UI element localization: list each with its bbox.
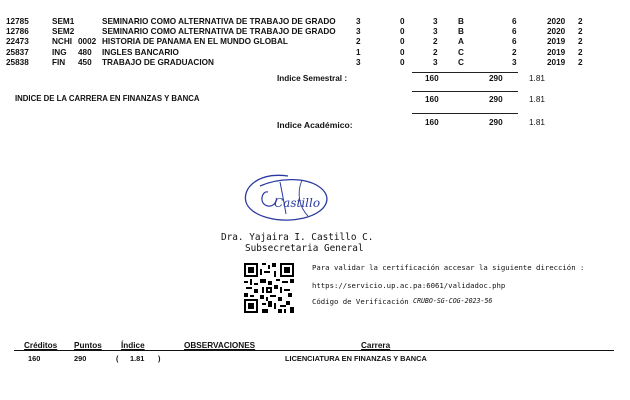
semestral-label: Indice Semestral : [277, 74, 348, 83]
academico-puntos: 290 [489, 118, 503, 127]
course-c3: 3 [433, 17, 438, 26]
footer-header-observaciones: OBSERVACIONES [184, 341, 256, 350]
course-c3: 2 [433, 37, 438, 47]
course-code: 25837 [6, 47, 29, 57]
signature-image [238, 170, 338, 230]
course-name: SEMINARIO COMO ALTERNATIVA DE TRABAJO DE GRADO [102, 27, 336, 37]
course-dept: ING [52, 47, 67, 57]
semestral-indice: 1.81 [529, 74, 545, 83]
course-num: 480 [78, 47, 92, 57]
qr-code-icon [244, 263, 294, 313]
course-num: 0002 [78, 37, 97, 47]
course-name: TRABAJO DE GRADUACION [102, 57, 214, 67]
carrera-indice: 1.81 [529, 95, 545, 104]
course-year: 2019 [547, 37, 566, 47]
footer-header-puntos: Puntos [74, 341, 102, 350]
divider [412, 91, 518, 92]
signatory-title: Subsecretaria General [245, 243, 364, 254]
semestral-puntos: 290 [489, 74, 503, 83]
course-sem: 2 [578, 37, 583, 47]
course-c1: 3 [356, 57, 361, 67]
course-name: INGLES BANCARIO [102, 47, 179, 57]
course-row [0, 27, 630, 37]
course-c3: 3 [433, 27, 438, 37]
course-grade: B [458, 27, 464, 37]
course-c2: 0 [400, 37, 405, 47]
academico-indice: 1.81 [529, 118, 545, 127]
carrera-label: INDICE DE LA CARRERA EN FINANZAS Y BANCA [15, 94, 200, 103]
course-dept: NCHI [52, 37, 73, 47]
course-c1: 3 [356, 27, 361, 37]
course-name: HISTORIA DE PANAMA EN EL MUNDO GLOBAL [102, 37, 288, 47]
course-pts: 6 [512, 37, 517, 47]
divider [412, 72, 518, 73]
course-sem: 2 [578, 47, 583, 57]
signature-script: Castillo [274, 196, 321, 210]
course-grade: B [458, 17, 464, 26]
course-row [0, 58, 630, 68]
course-sem: 2 [578, 57, 583, 67]
course-pts: 6 [512, 27, 517, 37]
course-c1: 2 [356, 37, 361, 47]
verification-code-label: Código de Verificación [312, 297, 409, 306]
signatory-name: Dra. Yajaira I. Castillo C. [221, 232, 374, 243]
course-c1: 3 [356, 17, 361, 26]
academico-label: Indice Académico: [277, 120, 353, 130]
course-pts: 2 [512, 47, 517, 57]
course-c3: 2 [433, 47, 438, 57]
verification-code-value: CRUBO-SG-COG-2023-56 [413, 297, 493, 305]
validation-text: Para validar la certificación accesar la siguiente dirección : [312, 263, 585, 272]
course-sem: 2 [578, 27, 583, 37]
course-name: SEMINARIO COMO ALTERNATIVA DE TRABAJO DE GRADO [102, 17, 336, 26]
course-dept: SEM2 [52, 27, 75, 37]
course-year: 2019 [547, 57, 566, 67]
footer-header-carrera: Carrera [361, 341, 391, 350]
carrera-creditos: 160 [425, 95, 439, 104]
course-grade: A [458, 37, 464, 47]
course-code: 22473 [6, 37, 29, 47]
course-c2: 0 [400, 47, 405, 57]
course-sem: 2 [578, 17, 583, 26]
course-c2: 0 [400, 17, 405, 26]
footer-divider [14, 350, 614, 351]
course-year: 2019 [547, 47, 566, 57]
footer-open-paren: ( [116, 354, 119, 363]
course-code: 12785 [6, 17, 29, 26]
divider [412, 113, 518, 114]
course-code: 25838 [6, 57, 29, 67]
footer-close-paren: ) [158, 354, 161, 363]
course-grade: C [458, 47, 464, 57]
course-c2: 0 [400, 27, 405, 37]
course-grade: C [458, 57, 464, 67]
course-c1: 1 [356, 47, 361, 57]
course-row [0, 17, 630, 27]
course-pts: 6 [512, 17, 517, 26]
footer-header-indice: Índice [121, 341, 145, 350]
semestral-creditos: 160 [425, 74, 439, 83]
course-row [0, 48, 630, 58]
footer-puntos: 290 [74, 354, 87, 363]
course-num: 450 [78, 57, 92, 67]
course-year: 2020 [547, 17, 566, 26]
course-row [0, 37, 630, 47]
course-pts: 3 [512, 57, 517, 67]
course-c2: 0 [400, 57, 405, 67]
course-code: 12786 [6, 27, 29, 37]
carrera-puntos: 290 [489, 95, 503, 104]
footer-header-creditos: Créditos [24, 341, 58, 350]
course-dept: FIN [52, 57, 66, 67]
footer-indice: 1.81 [130, 354, 145, 363]
academico-creditos: 160 [425, 118, 439, 127]
course-c3: 3 [433, 57, 438, 67]
footer-creditos: 160 [28, 354, 41, 363]
footer-carrera: LICENCIATURA EN FINANZAS Y BANCA [285, 354, 427, 363]
course-dept: SEM1 [52, 17, 75, 26]
validation-url[interactable]: https://servicio.up.ac.pa:6061/validadoc.php [312, 281, 506, 290]
course-year: 2020 [547, 27, 566, 37]
